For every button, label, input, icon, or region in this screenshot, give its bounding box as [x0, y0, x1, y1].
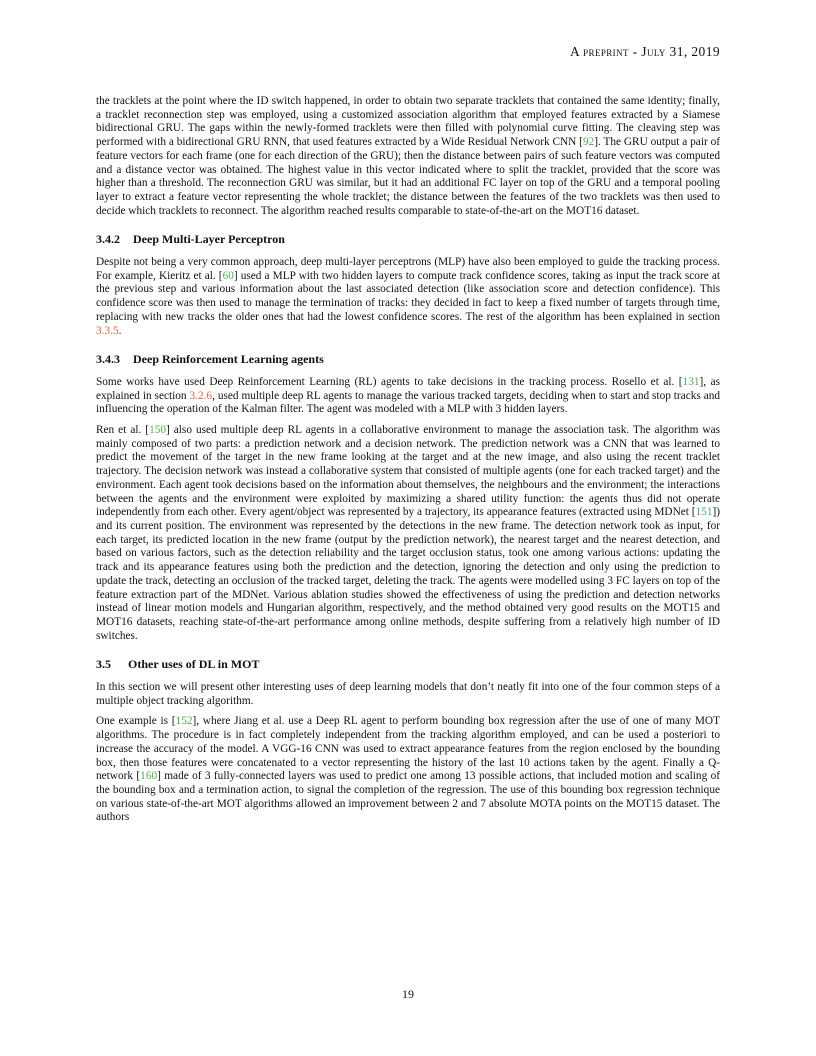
section-heading-3-4-2: 3.4.2 Deep Multi-Layer Perceptron [96, 232, 285, 247]
citation-link[interactable]: 151 [695, 506, 713, 519]
citation-link[interactable]: 160 [140, 770, 158, 783]
citation-link[interactable]: 92 [582, 136, 595, 149]
citation-link[interactable]: 152 [175, 715, 193, 728]
header-date: 31, 2019 [665, 44, 720, 59]
paragraph: Despite not being a very common approach, deep multi-layer perceptrons (MLP) have also been employed to guide the tracking process. For example, Kieritz et al. [60] used a MLP with two hidden layers to compute track confidence scores, taking as input the track score at the previous step and various information about the last associated detection (like association score and detection confidence). This confidence score was then used to manage the termination of tracks: they decided in fact to keep a fixed number of targets through time, replacing with new tracks the older ones that had the lowest confidence scores. The rest of the algorithm has been explained in section 3.3.5. [96, 256, 720, 337]
page-number: 19 [402, 987, 414, 1001]
section-heading-3-4-3: 3.4.3 Deep Reinforcement Learning agents [96, 352, 324, 367]
citation-link[interactable]: 131 [682, 375, 700, 388]
citation-link[interactable]: 60 [222, 269, 234, 282]
paragraph: In this section we will present other interesting uses of deep learning models that don’t neatly fit into one of the four common steps of a multiple object tracking algorithm. [96, 681, 720, 707]
running-header: A preprint - July 31, 2019 [569, 44, 720, 59]
paragraph: Ren et al. [150] also used multiple deep RL agents in a collaborative environment to manage the association task. The algorithm was mainly composed of two parts: a prediction network and a decision network. The prediction network was a CNN that was learned to predict the movement of the target in the new frame looking at the target and at the new image, and also using the recent tracklet trajectory. The decision network was instead a collaborative system that consisted of multiple agents (one for each tracked target) and the environment. Each agent took decisions based on the information about themselves, the neighbours and the environment; the interactions between the agents and the environment were exploited by maximizing a shared utility function: the agents thus did not operate independently from each other. Every agent/object was represented by a trajectory, its appearance features (extracted using MDNet [151]) and its current position. The environment was represented by the detections in the new frame. The detection network took as input, for each target, its predicted location in the new frame (output by the prediction network), the nearest target and the nearest detection, and based on various factors, such as the detection reliability and the target occlusion status, took one among various actions: updating the track and its appearance features using both the prediction and the detection, ignoring the detection and only using the prediction to update the track, detecting an occlusion of the tracked target, deleting the track. The agents were modelled using 3 FC layers on top of the feature extraction part of the MDNet. Various ablation studies showed the effectiveness of using the prediction and detection networks instead of linear motion models and Hungarian algorithm, respectively, and the method obtained very good results on the MOT15 and MOT16 datasets, reaching state-of-the-art performance among online methods, despite suffering from a relatively high number of ID switches. [96, 424, 720, 642]
paragraph: One example is [152], where Jiang et al. use a Deep RL agent to perform bounding box regression after the use of one of many MOT algorithms. The procedure is in fact completely independent from the tracking algorithm employed, and can be used a posteriori to increase the accuracy of the model. A VGG-16 CNN was used to extract appearance features from the region enclosed by the bounding box, then those features were concatenated to a vector representing the history of the last 10 actions taken by the agent. Finally a Q-network [160] made of 3 fully-connected layers was used to predict one among 13 possible actions, that included motion and scaling of the bounding box and a termination action, to signal the completion of the regression. The use of this bounding box regression technique on various state-of-the-art MOT algorithms allowed an improvement between 2 and 7 absolute MOTA points on the MOT15 dataset. The authors [96, 715, 720, 824]
paragraph: Some works have used Deep Reinforcement Learning (RL) agents to take decisions in the tracking process. Rosello et al. [131], as explained in section 3.2.6, used multiple deep RL agents to manage the various tracked targets, deciding when to start and stop tracks and influencing the operation of the Kalman filter. The agent was modeled with a MLP with 3 hidden layers. [96, 375, 721, 416]
page-body [96, 95, 720, 832]
section-heading-3-5: 3.5 Other uses of DL in MOT [96, 657, 260, 672]
citation-link[interactable]: 150 [149, 424, 167, 437]
section-link[interactable]: 3.2.6 [189, 389, 213, 402]
header-label: preprint - July [583, 44, 666, 59]
paragraph: the tracklets at the point where the ID switch happened, in order to obtain two separate tracklets that contained the same identity; finally, a tracklet reconnection step was employed, using a customized association algorithm that employed features extracted by a Siamese bidirectional GRU. The gaps within the newly-formed tracklets were then filled with polynomial curve fitting. The cleaving step was performed with a bidirectional GRU RNN, that used features extracted by a Wide Residual Network CNN [92]. The GRU output a pair of feature vectors for each frame (one for each direction of the GRU); then the distance between pairs of such feature vectors was computed and a distance vector was obtained. The highest value in this vector indicated where to split the tracklet, provided that the score was higher than a threshold. The reconnection GRU was similar, but it had an additional FC layer on top of the GRU and a temporal pooling layer to extract a feature vector representing the whole tracklet; the distance between the features of the two tracklets was then used to decide which tracklets to reconnect. The algorithm reached results comparable to state-of-the-art on the MOT16 dataset. [96, 95, 720, 217]
section-link[interactable]: 3.3.5 [96, 324, 119, 337]
